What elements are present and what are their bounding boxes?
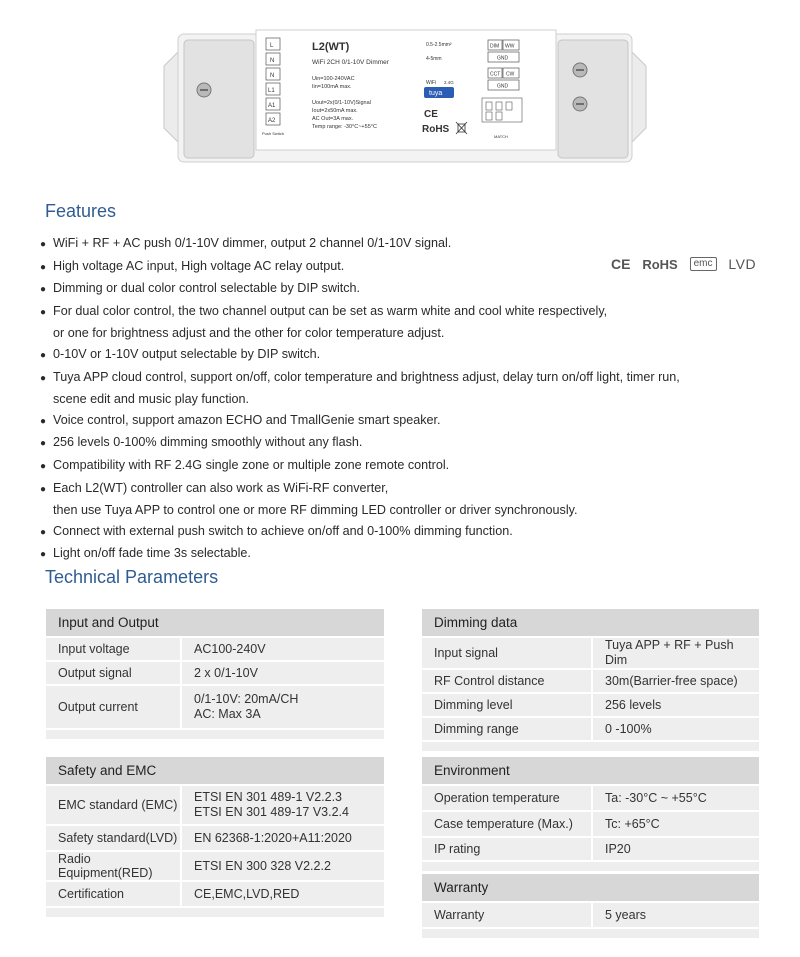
wifi-label: WiFi	[426, 80, 436, 86]
param-value-line: ETSI EN 300 328 V2.2.2	[194, 858, 331, 873]
param-value-line: 256 levels	[605, 697, 662, 712]
table-row	[422, 902, 759, 928]
param-value-line: Tc: +65°C	[605, 816, 660, 831]
feature-item	[40, 278, 740, 301]
feature-item	[40, 521, 740, 544]
screw-icon	[573, 63, 587, 77]
bullet-icon: ●	[40, 284, 47, 296]
rf-label: 2.4G	[444, 80, 454, 85]
table-footer-spacer	[422, 861, 759, 871]
table-header: Dimming data	[422, 609, 759, 637]
features-title: Features	[45, 201, 117, 221]
terminal-label: GND	[497, 83, 509, 90]
bullet-icon: ●	[40, 261, 47, 273]
param-name: Certification	[46, 881, 181, 907]
terminal-label: DIM	[490, 43, 500, 50]
product-iin: Iin=100mA max.	[312, 84, 352, 90]
feature-text: For dual color control, the two channel output can be set as warm white and cool white respectively,	[53, 303, 608, 318]
table-footer-spacer	[46, 907, 384, 917]
param-value	[592, 717, 759, 741]
product-iout: Iout=2x50mA max.	[312, 108, 358, 114]
table-header: Input and Output	[46, 609, 384, 637]
table-row	[422, 837, 759, 861]
bullet-icon: ●	[40, 438, 47, 450]
param-value-line: Tuya APP + RF + Push Dim	[605, 638, 734, 667]
ce-mark: CE	[424, 109, 438, 120]
param-name: Warranty	[422, 902, 592, 928]
bullet-icon: ●	[40, 549, 47, 561]
param-value	[181, 785, 384, 825]
param-value	[592, 811, 759, 837]
table-row	[422, 693, 759, 717]
terminal-label: WW	[505, 43, 515, 50]
bullet-icon: ●	[40, 460, 47, 472]
table-header: Safety and EMC	[46, 757, 384, 785]
feature-text: Each L2(WT) controller can also work as WiFi-RF converter,	[53, 480, 389, 495]
param-name: Input signal	[422, 637, 592, 669]
feature-item	[40, 301, 740, 344]
param-name: Output signal	[46, 661, 181, 685]
param-value-line: 30m(Barrier-free space)	[605, 673, 738, 688]
param-name: Input voltage	[46, 637, 181, 661]
param-value-line: IP20	[605, 841, 631, 856]
feature-text: Tuya APP cloud control, support on/off, color temperature and brightness adjust, delay turn on/off light, timer run,	[53, 369, 680, 384]
param-value-line: EN 62368-1:2020+A11:2020	[194, 830, 352, 845]
param-value	[181, 661, 384, 685]
wire-spec: 0.5-2.5mm²	[426, 42, 452, 48]
feature-item	[40, 432, 740, 455]
feature-text: Dimming or dual color control selectable by DIP switch.	[53, 281, 361, 296]
product-uin: Uin=100-240VAC	[312, 76, 355, 82]
feature-item	[40, 455, 740, 478]
param-value	[181, 637, 384, 661]
param-value-line: ETSI EN 301 489-1 V2.2.3	[194, 790, 343, 804]
terminal-label: L	[270, 43, 274, 49]
param-value	[181, 685, 384, 729]
strip-spec: 4-5mm	[426, 56, 442, 62]
param-value	[592, 637, 759, 669]
lvd-mark: LVD	[728, 256, 757, 273]
table-row	[422, 785, 759, 811]
tuya-brand: tuya	[429, 90, 443, 97]
ce-mark: CE	[611, 256, 631, 273]
bullet-icon: ●	[40, 372, 47, 384]
table-row	[46, 851, 384, 881]
bullet-icon: ●	[40, 526, 47, 538]
bullet-icon: ●	[40, 239, 47, 250]
technical-parameters-title: Technical Parameters	[45, 567, 219, 587]
table-row	[46, 637, 384, 661]
match-label: MATCH	[494, 134, 508, 139]
product-model: L2(WT)	[312, 41, 350, 53]
feature-item	[40, 478, 740, 521]
table-row	[46, 685, 384, 729]
param-name: RF Control distance	[422, 669, 592, 693]
product-ac-out: AC Out=3A max.	[312, 116, 354, 122]
table-footer-spacer	[46, 729, 384, 739]
param-value-line: 2 x 0/1-10V	[194, 665, 258, 680]
param-name: Output current	[46, 685, 181, 729]
emc-mark: emc	[690, 257, 717, 271]
param-value	[592, 669, 759, 693]
terminal-label: A2	[268, 118, 276, 124]
table-header: Warranty	[422, 874, 759, 902]
feature-text: 256 levels 0-100% dimming smoothly without any flash.	[53, 435, 363, 450]
param-value	[592, 693, 759, 717]
push-switch-label: Push Switch	[262, 131, 285, 136]
param-name: IP rating	[422, 837, 592, 861]
param-value-line: AC: Max 3A	[194, 707, 261, 721]
weee-bin-icon	[456, 122, 467, 134]
product-image	[160, 22, 650, 172]
table-row	[422, 637, 759, 669]
feature-text: Compatibility with RF 2.4G single zone or multiple zone remote control.	[53, 457, 450, 472]
terminal-label: CW	[506, 71, 515, 78]
screw-icon	[197, 83, 211, 97]
feature-text: WiFi + RF + AC push 0/1-10V dimmer, output 2 channel 0/1-10V signal.	[53, 236, 452, 250]
param-value-line: Ta: -30°C ~ +55°C	[605, 790, 707, 805]
table-row	[422, 811, 759, 837]
input-output-table	[46, 609, 384, 739]
feature-text-continued: or one for brightness adjust and the other for color temperature adjust.	[53, 326, 445, 341]
table-row	[46, 661, 384, 685]
table-footer-spacer	[422, 928, 759, 938]
feature-item	[40, 410, 740, 433]
param-value-line: CE,EMC,LVD,RED	[194, 886, 300, 901]
product-uout: Uout=2x(0/1-10V)Signal	[312, 100, 371, 106]
bullet-icon: ●	[40, 349, 47, 361]
table-row	[46, 785, 384, 825]
table-row	[46, 825, 384, 851]
table-row	[422, 669, 759, 693]
param-value	[592, 785, 759, 811]
terminal-label: N	[270, 73, 275, 79]
param-name: Dimming range	[422, 717, 592, 741]
param-value-line: 5 years	[605, 907, 646, 922]
param-value-line: 0/1-10V: 20mA/CH	[194, 692, 299, 706]
screw-icon	[573, 97, 587, 111]
param-value	[181, 851, 384, 881]
environment-table	[422, 757, 759, 871]
table-header: Environment	[422, 757, 759, 785]
param-value-line: ETSI EN 301 489-17 V3.2.4	[194, 805, 349, 819]
terminal-label: N	[270, 58, 275, 64]
table-row	[46, 881, 384, 907]
param-value-line: 0 -100%	[605, 721, 652, 736]
param-value	[592, 837, 759, 861]
rohs-mark: RoHS	[642, 256, 678, 272]
param-name: Dimming level	[422, 693, 592, 717]
product-name: WiFi 2CH 0/1-10V Dimmer	[312, 59, 389, 66]
feature-text-continued: scene edit and music play function.	[53, 392, 250, 407]
terminal-label: L1	[268, 88, 275, 94]
param-value	[181, 825, 384, 851]
warranty-table	[422, 874, 759, 938]
param-name: Case temperature (Max.)	[422, 811, 592, 837]
terminal-label: CCT	[490, 71, 501, 78]
feature-item	[40, 344, 740, 367]
table-row	[422, 717, 759, 741]
terminal-label: GND	[497, 55, 509, 62]
feature-text-continued: then use Tuya APP to control one or more RF dimming LED controller or driver synchronously.	[53, 503, 578, 518]
bullet-icon: ●	[40, 483, 47, 495]
certification-marks	[611, 255, 764, 272]
rohs-mark: RoHS	[422, 124, 450, 135]
param-value	[181, 881, 384, 907]
features-list	[40, 233, 740, 566]
feature-text: 0-10V or 1-10V output selectable by DIP switch.	[53, 346, 321, 361]
product-temp: Temp range: -30°C~+55°C	[312, 124, 377, 130]
feature-text: High voltage AC input, High voltage AC relay output.	[53, 258, 345, 273]
feature-item	[40, 233, 740, 256]
feature-item	[40, 367, 740, 410]
feature-item	[40, 543, 740, 566]
param-name: Operation temperature	[422, 785, 592, 811]
param-name: Safety standard(LVD)	[46, 825, 181, 851]
bullet-icon: ●	[40, 306, 47, 318]
feature-text: Light on/off fade time 3s selectable.	[53, 546, 251, 561]
param-value-line: AC100-240V	[194, 641, 266, 656]
param-value	[592, 902, 759, 928]
terminal-label: A1	[268, 103, 276, 109]
feature-text: Connect with external push switch to achieve on/off and 0-100% dimming function.	[53, 523, 513, 538]
param-name: Radio Equipment(RED)	[46, 851, 181, 881]
feature-text: Voice control, support amazon ECHO and TmallGenie smart speaker.	[53, 412, 441, 427]
param-name: EMC standard (EMC)	[46, 785, 181, 825]
table-footer-spacer	[422, 741, 759, 751]
dimming-data-table	[422, 609, 759, 751]
safety-emc-table	[46, 757, 384, 917]
bullet-icon: ●	[40, 415, 47, 427]
